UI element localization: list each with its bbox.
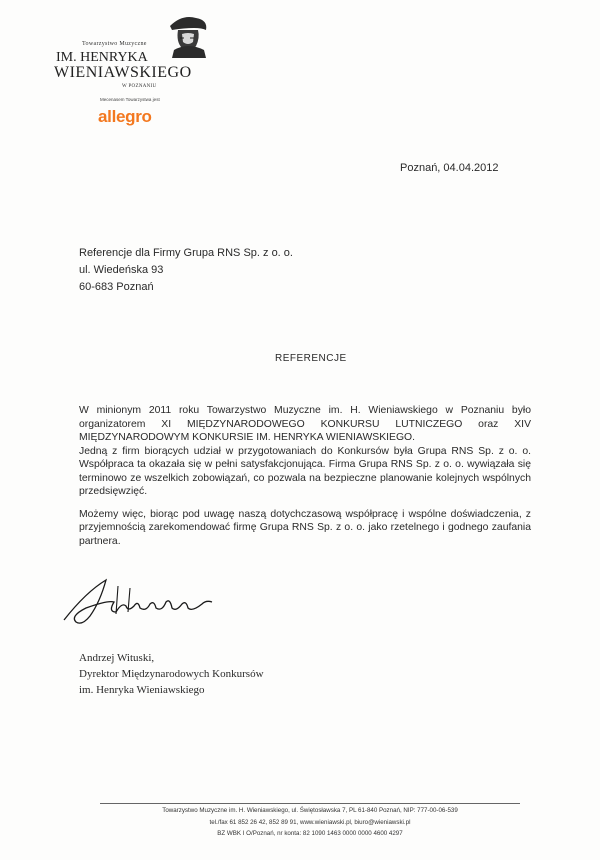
recipient-line-3: 60-683 Poznań — [79, 281, 154, 293]
name-line-1: IM. HENRYKA — [56, 50, 148, 65]
recipient-line-1: Referencje dla Firmy Grupa RNS Sp. z o. o. — [79, 247, 293, 259]
signatory-role: Dyrektor Międzynarodowych Konkursów — [79, 668, 264, 680]
city-line: W POZNANIU — [122, 84, 157, 89]
org-line: Towarzystwo Muzyczne — [82, 41, 147, 47]
footer-line-3: BZ WBK I O/Poznań, nr konta: 82 1090 1463 0000 0000 4600 4297 — [217, 830, 403, 837]
name-line-2: WIENIAWSKIEGO — [54, 64, 192, 81]
paragraph-2: Możemy więc, biorąc pod uwagę naszą dotychczasową współpracę i wspólne doświadczenia, z przyjemnością zarekomendować firmę Grupa RNS Sp. z o. o. jako rzetelnego i godnego zaufania partnera. — [79, 508, 531, 547]
letter-date: Poznań, 04.04.2012 — [400, 162, 499, 174]
handwritten-signature — [56, 572, 226, 632]
paragraph-1 — [79, 404, 531, 499]
footer-line-1: Towarzystwo Muzyczne im. H. Wieniawskiego, ul. Świętosławska 7, PL 61-840 Poznań, NIP: 777-00-06-539 — [162, 807, 458, 814]
recipient-address — [79, 245, 293, 296]
letterhead — [52, 10, 242, 135]
signatory-name: Andrzej Wituski, — [79, 652, 155, 664]
paragraph-1a: W minionym 2011 roku Towarzystwo Muzyczne im. H. Wieniawskiego w Poznaniu było organizatorem XI MIĘDZYNARODOWEGO KONKURSU LUTNICZEGO oraz XIV MIĘDZYNARODOWYM KONKURSIE IM. HENRYKA WIENIAWSKIEGO. — [79, 405, 531, 443]
footer-divider — [100, 803, 520, 804]
sponsor-logo: allegro — [98, 107, 152, 126]
letter-title: REFERENCJE — [275, 353, 347, 364]
recipient-line-2: ul. Wiedeńska 93 — [79, 264, 164, 276]
footer-line-2: tel./fax 61 852 26 42, 852 89 91, www.wieniawski.pl, biuro@wieniawski.pl — [209, 818, 411, 826]
letter-body — [79, 404, 531, 557]
paragraph-1b: Jedną z firm biorących udział w przygotowaniach do Konkursów była Grupa RNS Sp. z o. o. Współpraca ta okazała się w pełni satysfakcjonująca. Firma Grupa RNS Sp. z o. o. wywiązała się terminowo ze wszelkich zobowiązań, co pozwala na bezpieczne planowanie kolejnych wspólnych przedsięwzięć. — [79, 445, 531, 497]
signatory-org: im. Henryka Wieniawskiego — [79, 684, 205, 696]
footer — [60, 805, 560, 840]
portrait-emblem-icon — [164, 12, 212, 58]
signatory-block — [79, 650, 264, 698]
sponsor-label: Mecenasem Towarzystwa jest — [100, 97, 160, 102]
